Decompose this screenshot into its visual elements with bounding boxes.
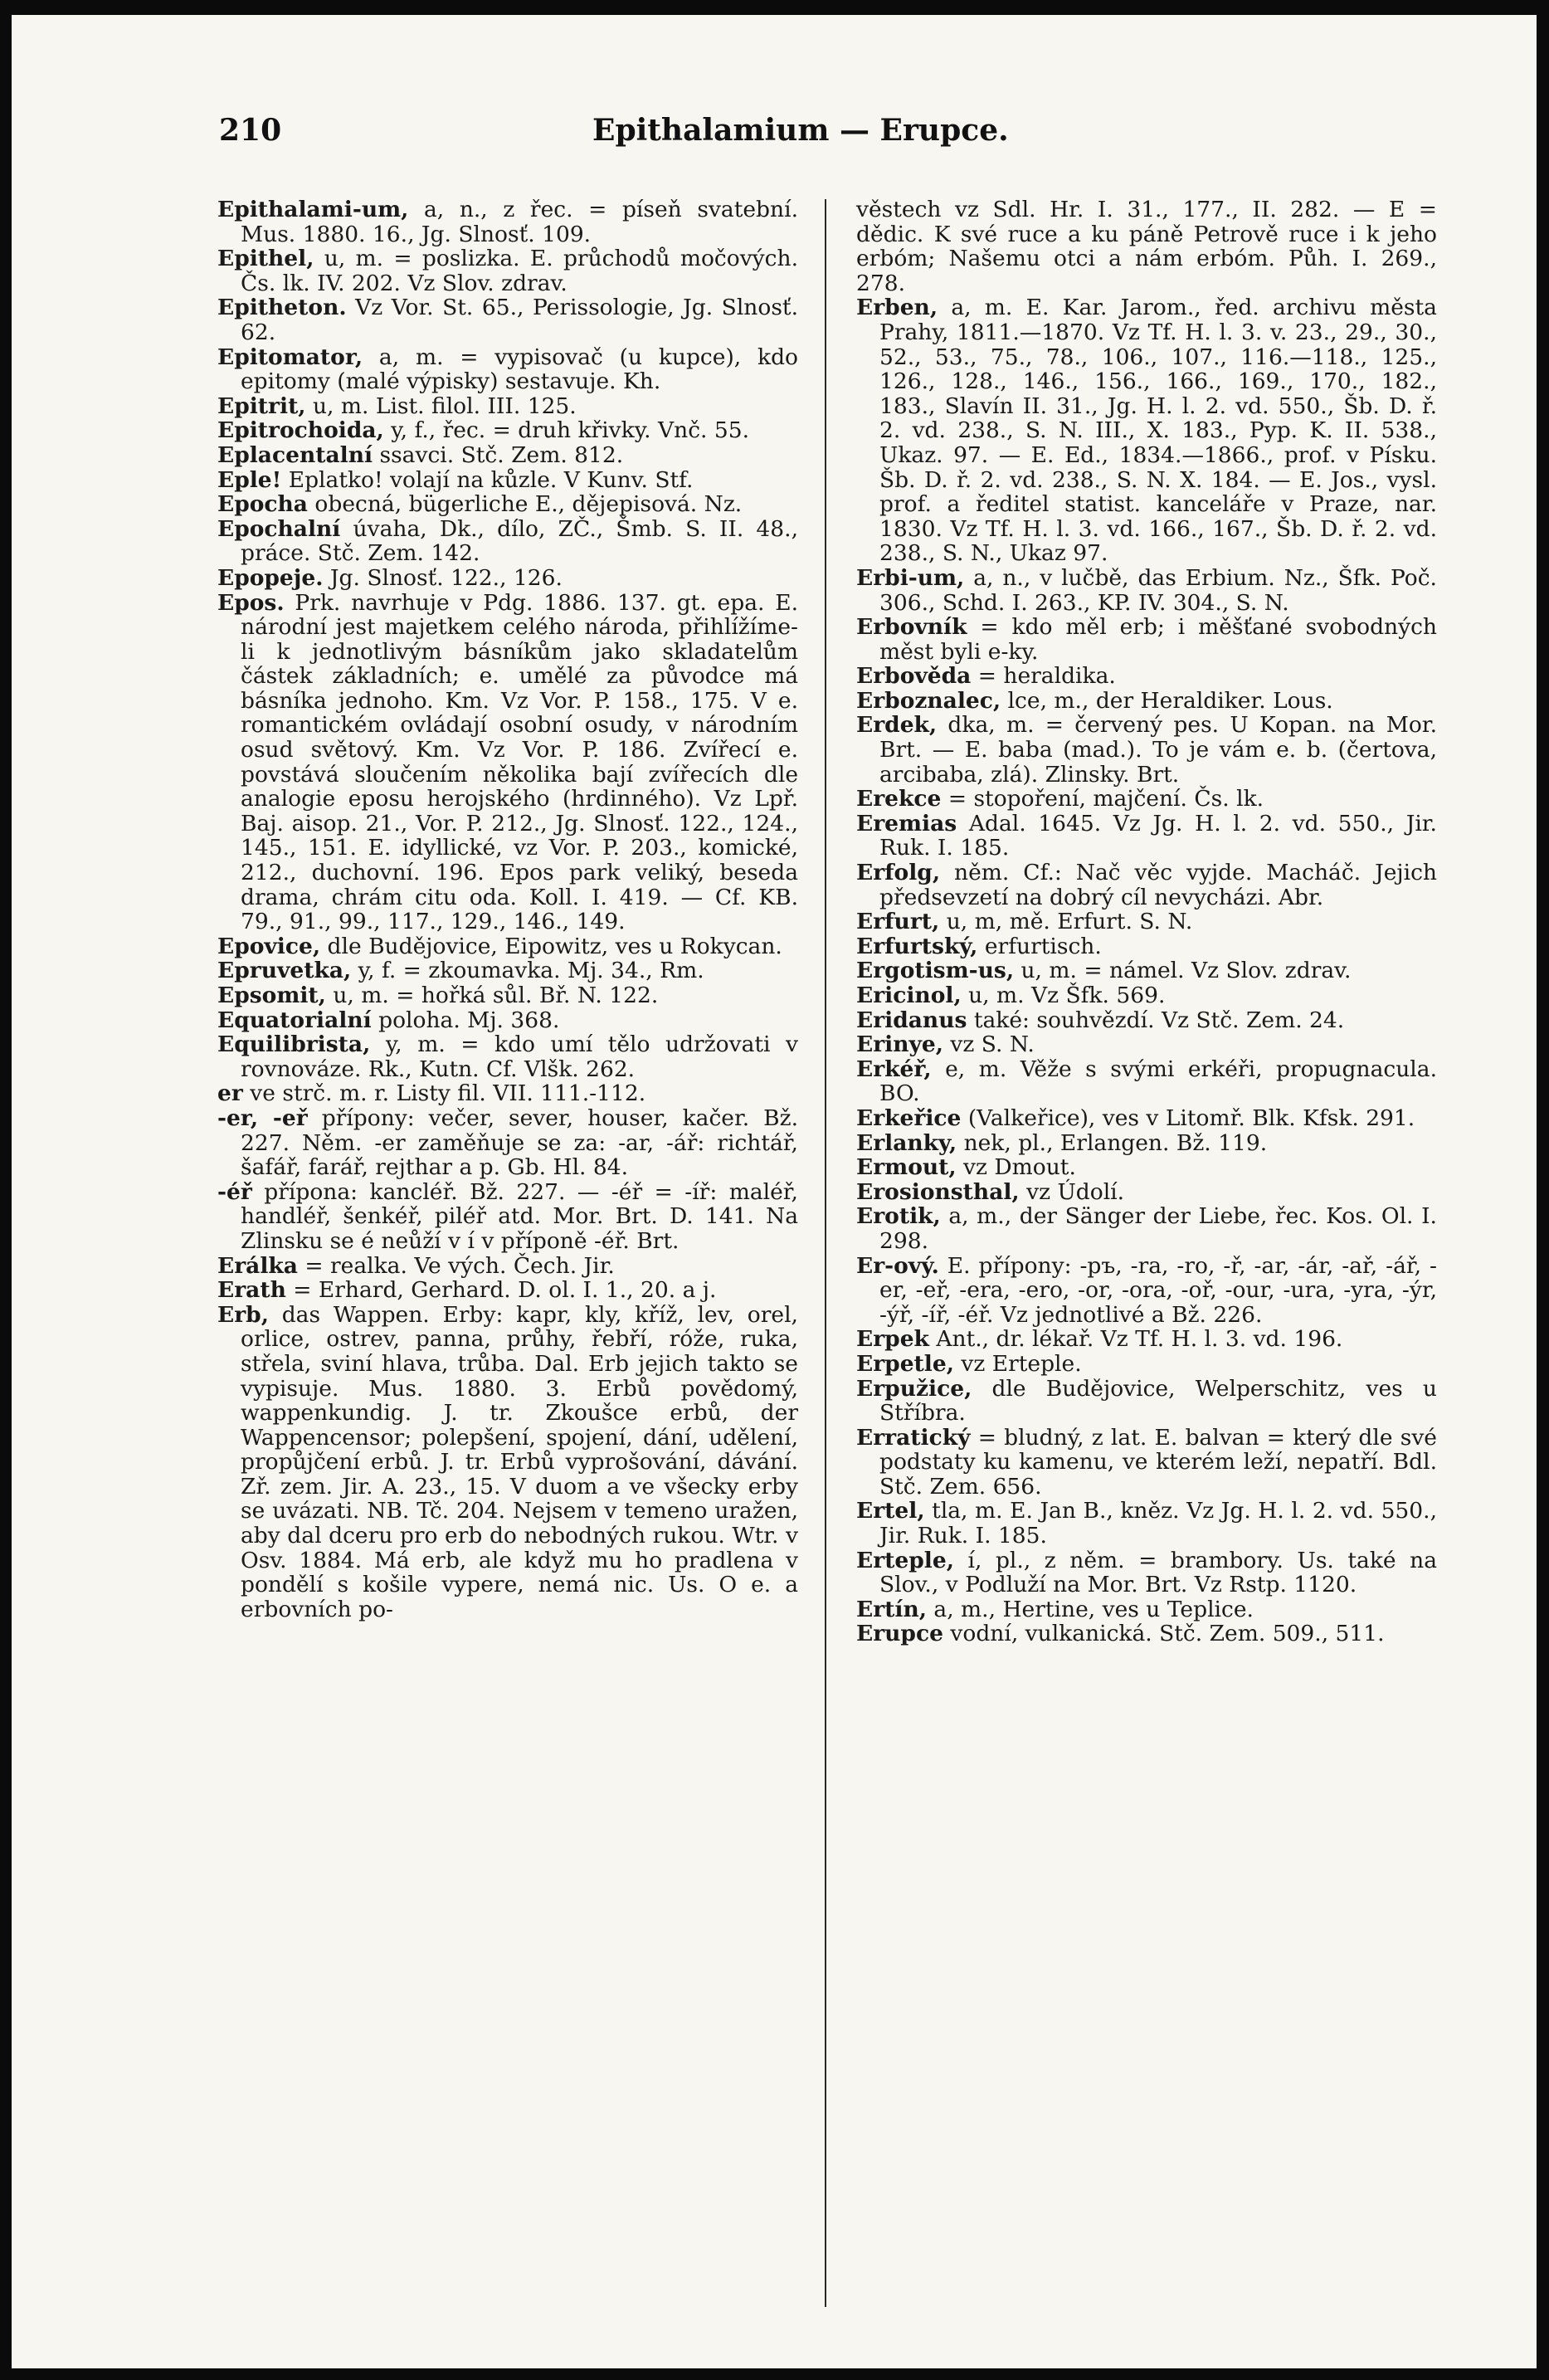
right-column: [856, 198, 1437, 1646]
entry-text: u, m. List. filol. III. 125.: [312, 393, 577, 419]
entry-text: u, m. Vz Šfk. 569.: [968, 983, 1166, 1008]
entry-headword: Erratický: [856, 1424, 971, 1451]
dictionary-entry: [856, 861, 1437, 910]
entry-text: í, pl., z něm. = brambory. Us. také na Slov., v Podluží na Mor. Brt. Vz Rstp. 1120.: [879, 1547, 1437, 1598]
entry-headword: Erdek,: [856, 712, 938, 739]
entry-headword: -er, -eř: [217, 1105, 308, 1131]
entry-headword: Epsomit,: [217, 983, 326, 1008]
entry-text: také: souhvězdí. Vz Stč. Zem. 24.: [973, 1007, 1345, 1033]
entry-headword: Erpetle,: [856, 1350, 954, 1377]
entry-headword: Eple!: [217, 466, 282, 493]
entry-headword: Erotik,: [856, 1203, 941, 1230]
entry-text: = Erhard, Gerhard. D. ol. I. 1., 20. a j.: [293, 1277, 717, 1304]
entry-headword: Epos.: [217, 589, 285, 616]
entry-text: a, n., v lučbě, das Erbium. Nz., Šfk. Poč. 306., Schd. I. 263., KP. IV. 304., S. N.: [879, 564, 1437, 616]
dictionary-entry: [856, 1204, 1437, 1253]
entry-text: y, f. = zkoumavka. Mj. 34., Rm.: [358, 958, 704, 984]
dictionary-entry: [856, 1180, 1437, 1205]
dictionary-entry: [856, 566, 1437, 615]
entry-headword: Erkeřice: [856, 1105, 962, 1131]
entry-headword: Epithel,: [217, 246, 314, 272]
entry-text: Jg. Slnosť. 122., 126.: [329, 564, 563, 591]
entry-headword: Erpek: [856, 1326, 929, 1353]
dictionary-entry: [856, 1499, 1437, 1548]
entry-headword: Erlanky,: [856, 1129, 957, 1156]
dictionary-entry: [217, 1008, 798, 1033]
dictionary-entry: [856, 958, 1437, 983]
entry-text: a, m. E. Kar. Jarom., řed. archivu města Prahy, 1811.—1870. Vz Tf. H. l. 3. v. 23., 29., 30., 52., 53., 75., 78., 106., 107., 116.—118., 125., 126., 128., 146., 156., 166., 169., 170., 182., 183., Slavín II. 31., Jg. H. l. 2. vd. 550., Šb. D. ř. 2. vd. 238., S. N. III., X. 183., Pyp. K. II. 538., Ukaz. 97. — E. Ed., 1834.—1866., prof. v Písku. Šb. D. ř. 2. vd. 238., S. N. X. 184. — E. Jos., vysl. prof. a ředitel statist. kanceláře v Praze, nar. 1830. Vz Tf. H. l. 3. vd. 166., 167., Šb. D. ř. 2. vd. 238., S. N., Ukaz 97.: [879, 295, 1437, 567]
dictionary-entry: [217, 1106, 798, 1180]
dictionary-entry: [217, 1081, 798, 1106]
entry-headword: Erfurtský,: [856, 933, 978, 959]
entry-headword: Er-ový.: [856, 1252, 939, 1279]
entry-text: tla, m. E. Jan B., kněz. Vz Jg. H. l. 2. vd. 550., Jir. Ruk. I. 185.: [879, 1498, 1437, 1549]
entry-headword: Erbovník: [856, 614, 967, 641]
dictionary-entry: [856, 1131, 1437, 1156]
dictionary-entry: [217, 1278, 798, 1303]
entry-headword: Equilibrista,: [217, 1031, 371, 1058]
entry-text: a, m. = vypisovač (u kupce), kdo epitomy (malé výpisky) sestavuje. Kh.: [241, 344, 798, 395]
dictionary-entry: [856, 1426, 1437, 1500]
dictionary-entry: [217, 394, 798, 419]
dictionary-entry: [856, 1352, 1437, 1377]
dictionary-entry: [217, 345, 798, 394]
entry-text: nek, pl., Erlangen. Bž. 119.: [963, 1129, 1268, 1156]
dictionary-entry: [856, 1032, 1437, 1057]
dictionary-entry: [217, 1032, 798, 1081]
dictionary-entry: [217, 1180, 798, 1254]
dictionary-entry: [217, 492, 798, 517]
entry-headword: Erekce: [856, 786, 942, 812]
page-number: 210: [219, 113, 282, 148]
entry-headword: Erinye,: [856, 1031, 943, 1058]
entry-text: přípona: kancléř. Bž. 227. — -éř = -íř: maléř, handléř, šenkéř, piléř atd. Mor. Brt. D. 141. Na Zlinsku se é neůží v í v příponě -éř. Brt.: [241, 1178, 798, 1254]
entry-headword: Erb,: [217, 1301, 269, 1328]
entry-text: něm. Cf.: Nač věc vyjde. Macháč. Jejich předsevzetí na dobrý cíl nevycházi. Abr.: [879, 860, 1437, 910]
entry-text: úvaha, Dk., dílo, ZČ., Šmb. S. II. 48., práce. Stč. Zem. 142.: [241, 515, 798, 567]
entry-headword: Ertel,: [856, 1498, 925, 1524]
entry-headword: Erálka: [217, 1252, 298, 1279]
dictionary-entry: [856, 295, 1437, 566]
entry-text: Ant., dr. lékař. Vz Tf. H. l. 3. vd. 196.: [936, 1326, 1343, 1353]
entry-headword: Equatorialní: [217, 1007, 372, 1033]
entry-text: lce, m., der Heraldiker. Lous.: [1007, 687, 1333, 714]
entry-text: u, m, mě. Erfurt. S. N.: [946, 909, 1193, 935]
dictionary-entry: [217, 934, 798, 959]
dictionary-entry: [217, 198, 798, 246]
dictionary-entry: [217, 591, 798, 934]
entry-headword: Epocha: [217, 491, 308, 518]
entry-text: dle Budějovice, Welperschitz, ves u Stříbra.: [879, 1375, 1437, 1427]
entry-text: a, m., der Sänger der Liebe, řec. Kos. Ol. I. 298.: [879, 1203, 1437, 1254]
entry-text: = heraldika.: [977, 663, 1116, 690]
entry-text: Vz Vor. St. 65., Perissologie, Jg. Slnosť. 62.: [241, 295, 798, 345]
entry-headword: Erath: [217, 1277, 286, 1304]
dictionary-entry: [217, 246, 798, 295]
dictionary-entry: [217, 468, 798, 493]
entry-headword: Eplacentalní: [217, 441, 373, 468]
entry-text: u, m. = námel. Vz Slov. zdrav.: [1020, 958, 1352, 984]
entry-headword: Ericinol,: [856, 983, 962, 1008]
entry-headword: Epochalní: [217, 515, 341, 542]
entry-text: Adal. 1645. Vz Jg. H. l. 2. vd. 550., Jir. Ruk. I. 185.: [879, 810, 1437, 861]
dictionary-entry: [856, 787, 1437, 812]
dictionary-entry: [856, 812, 1437, 861]
entry-text: vz S. N.: [950, 1031, 1035, 1058]
entry-text: dle Budějovice, Eipowitz, ves u Rokycan.: [327, 933, 782, 959]
dictionary-entry: [856, 615, 1437, 664]
entry-text: ssavci. Stč. Zem. 812.: [379, 441, 624, 468]
entry-text: poloha. Mj. 368.: [378, 1007, 560, 1033]
entry-text: u, m. = hořká sůl. Bř. N. 122.: [333, 983, 659, 1008]
entry-text: a, n., z řec. = píseň svatební. Mus. 1880. 16., Jg. Slnosť. 109.: [241, 197, 798, 247]
entry-headword: Ertín,: [856, 1596, 927, 1622]
entry-headword: Erben,: [856, 295, 938, 321]
entry-headword: Eremias: [856, 810, 957, 836]
entry-text: = stopoření, majčení. Čs. lk.: [947, 786, 1264, 812]
entry-text: (Valkeřice), ves v Litomř. Blk. Kfsk. 291.: [967, 1105, 1415, 1131]
dictionary-entry: [856, 983, 1437, 1008]
left-column: [217, 198, 798, 1622]
dictionary-entry: [217, 1303, 798, 1622]
entry-text: y, f., řec. = druh křivky. Vnč. 55.: [391, 417, 750, 444]
dictionary-entry: [856, 689, 1437, 714]
entry-headword: Erbověda: [856, 663, 972, 690]
entry-headword: er: [217, 1080, 243, 1107]
column-divider: [825, 199, 826, 2307]
dictionary-entry: [856, 1254, 1437, 1328]
entry-headword: Erboznalec,: [856, 687, 1001, 714]
dictionary-entry: [856, 1622, 1437, 1646]
entry-text: věstech vz Sdl. Hr. I. 31., 177., II. 282. — E = dědic. K své ruce a ku páně Petrově ruce i k jeho erbóm; Našemu otci a nám erbóm. Půh. I. 269., 278.: [856, 197, 1437, 296]
entry-text: vz Erteple.: [961, 1350, 1082, 1377]
dictionary-entry: [217, 958, 798, 983]
entry-headword: Epopeje.: [217, 564, 324, 591]
dictionary-entry: [217, 983, 798, 1008]
entry-text: = kdo měl erb; i měšťané svobodných měst byli e-ky.: [879, 614, 1437, 665]
dictionary-entry: [856, 1155, 1437, 1180]
entry-headword: Ermout,: [856, 1154, 957, 1181]
dictionary-entry: [217, 443, 798, 468]
dictionary-entry: [856, 1106, 1437, 1131]
dictionary-entry: [856, 713, 1437, 787]
entry-headword: Erteple,: [856, 1547, 954, 1573]
entry-text: dka, m. = červený pes. U Kopan. na Mor. Brt. — E. baba (mad.). To je vám e. b. (čertova, arcibaba, zlá). Zlinsky. Brt.: [879, 712, 1437, 788]
entry-text: = bludný, z lat. E. balvan = který dle své podstaty ku kamenu, ve kterém leží, nepatří. Bdl. Stč. Zem. 656.: [879, 1424, 1437, 1500]
running-head: Epithalamium — Erupce.: [592, 113, 1009, 148]
entry-text: vodní, vulkanická. Stč. Zem. 509., 511.: [950, 1621, 1385, 1647]
dictionary-entry: [217, 1254, 798, 1279]
entry-headword: Epruvetka,: [217, 958, 352, 984]
entry-headword: Erkéř,: [856, 1056, 932, 1082]
entry-headword: Epitrit,: [217, 393, 306, 419]
entry-text: Eplatko! volají na kůzle. V Kunv. Stf.: [288, 466, 694, 493]
entry-text: vz Dmout.: [963, 1154, 1076, 1181]
entry-text: y, m. = kdo umí tělo udržovati v rovnováze. Rk., Kutn. Cf. Vlšk. 262.: [241, 1031, 798, 1082]
dictionary-entry: [856, 1327, 1437, 1352]
dictionary-entry: [856, 1008, 1437, 1033]
entry-text: Prk. navrhuje v Pdg. 1886. 137. gt. epa. E. národní jest majetkem celého národa, přihlížíme-li k jednotlivým básníkům jako skladatelům částek základních; e. umělé za původce má básníka jednoho. Km. Vz Vor. P. 158., 175. V e. romantickém ovládají osobní osudy, v národním osud světový. Km. Vz Vor. P. 186. Zvířecí e. povstává sloučením několika bají zvířecích dle analogie eposu herojského (hrdinného). Vz Lpř. Baj. aisop. 21., Vor. P. 212., Jg. Slnosť. 122., 124., 145., 151. E. idyllické, vz Vor. P. 203., komické, 212., duchovní. 196. Epos park veliký, beseda drama, chrám citu oda. Koll. I. 419. — Cf. KB. 79., 91., 99., 117., 129., 146., 149.: [241, 589, 798, 935]
entry-text: erfurtisch.: [984, 933, 1102, 959]
dictionary-page: [12, 15, 1537, 2368]
dictionary-entry: [217, 566, 798, 591]
dictionary-entry: [856, 1057, 1437, 1106]
dictionary-entry: [856, 934, 1437, 959]
dictionary-entry: [856, 1597, 1437, 1622]
entry-headword: Erbi-um,: [856, 564, 965, 591]
dictionary-entry: [856, 1377, 1437, 1426]
entry-text: a, m., Hertine, ves u Teplice.: [933, 1596, 1254, 1622]
dictionary-entry: [217, 418, 798, 443]
entry-headword: Erfurt,: [856, 909, 940, 935]
entry-headword: Erfolg,: [856, 860, 941, 886]
entry-headword: Ergotism-us,: [856, 958, 1015, 984]
entry-headword: -éř: [217, 1178, 252, 1205]
entry-text: = realka. Ve vých. Čech. Jir.: [304, 1252, 615, 1279]
entry-headword: Epovice,: [217, 933, 321, 959]
entry-text: u, m. = poslizka. E. průchodů močových. Čs. lk. IV. 202. Vz Slov. zdrav.: [241, 246, 798, 296]
entry-headword: Epitrochoida,: [217, 417, 384, 444]
entry-headword: Erpužice,: [856, 1375, 972, 1402]
dictionary-entry: [856, 910, 1437, 934]
dictionary-entry: [856, 1548, 1437, 1597]
entry-headword: Erupce: [856, 1621, 943, 1647]
entry-text: obecná, bügerliche E., dějepisová. Nz.: [314, 491, 743, 518]
entry-text: přípony: večer, sever, houser, kačer. Bž. 227. Něm. -er zaměňuje se za: -ar, -ář: richtář, šafář, farář, rejthar a p. Gb. Hl. 84.: [241, 1105, 798, 1181]
entry-text: ve strč. m. r. Listy fil. VII. 111.-112.: [250, 1080, 646, 1107]
entry-text: e, m. Věže s svými erkéři, propugnacula. BO.: [879, 1056, 1437, 1107]
dictionary-entry: [217, 295, 798, 344]
entry-headword: Erosionsthal,: [856, 1178, 1020, 1205]
dictionary-entry: [856, 198, 1437, 295]
entry-text: das Wappen. Erby: kapr, kly, kříž, lev, orel, orlice, ostrev, panna, průhy, řebří, róže, ruka, střela, sviní hlava, trůba. Dal. Erb jejich takto se vypisuje. Mus. 1880. 3. Erbů povědomý, wappenkundig. J. tr. Zkoušce erbů, der Wappencensor; polepšení, spojení, dání, udělení, propůjčení erbů. J. tr. Erbů vyprošování, dávání. Zř. zem. Jir. A. 23., 15. V duom a ve všecky erby se uvázati. NB. Tč. 204. Nejsem v temeno uražen, aby dal dceru pro erb do nebodných rukou. Wtr. v Osv. 1884. Má erb, ale když mu ho pradlena v pondělí s košile vypere, nemá nic. Us. O e. a erbovních po-: [241, 1301, 798, 1622]
entry-headword: Epitheton.: [217, 295, 347, 321]
entry-headword: Epithalami-um,: [217, 197, 409, 222]
entry-text: vz Údolí.: [1026, 1178, 1125, 1205]
entry-headword: Epitomator,: [217, 344, 363, 370]
entry-text: E. přípony: -ръ, -ra, -ro, -ř, -ar, -ár, -ař, -ář, -er, -eř, -era, -ero, -or, -ora, -oř, -our, -ura, -yra, -ýr, -ýř, -íř, -éř. Vz jednotlivé a Bž. 226.: [879, 1252, 1437, 1328]
entry-headword: Eridanus: [856, 1007, 967, 1033]
dictionary-entry: [856, 664, 1437, 689]
dictionary-entry: [217, 517, 798, 566]
